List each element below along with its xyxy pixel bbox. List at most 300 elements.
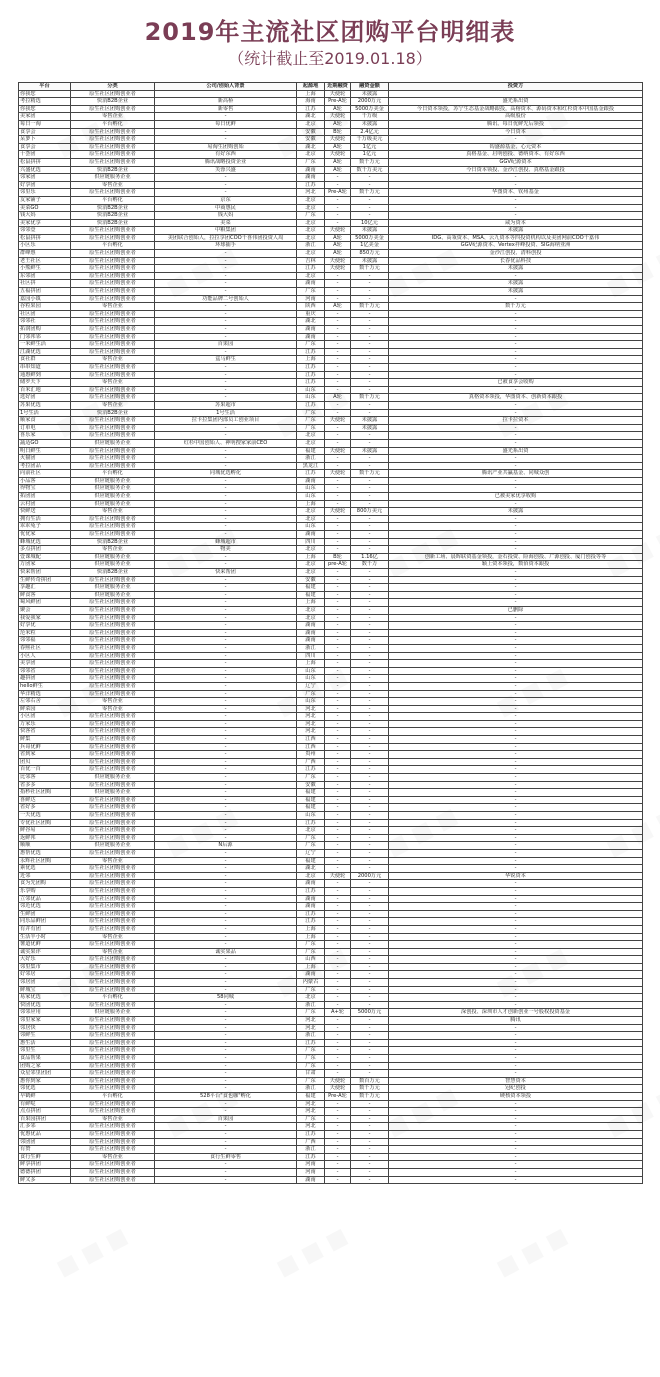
cell-investors: - xyxy=(389,432,643,440)
cell-investors: - xyxy=(389,1024,643,1032)
cell-background: 百果园 xyxy=(155,1115,297,1123)
cell-platform: 邻优选 xyxy=(19,1085,71,1093)
cell-category: 原生社区团购创业者 xyxy=(71,1123,155,1131)
cell-category: 原生社区团购创业者 xyxy=(71,432,155,440)
cell-amount: - xyxy=(351,493,389,501)
cell-round: - xyxy=(325,569,351,577)
cell-origin: 河北 xyxy=(297,189,325,197)
cell-category: 零售企业 xyxy=(71,508,155,516)
cell-origin: 山东 xyxy=(297,493,325,501)
cell-platform: 得物宝 xyxy=(19,485,71,493)
cell-round: - xyxy=(325,766,351,774)
cell-background: - xyxy=(155,379,297,387)
cell-round: - xyxy=(325,538,351,546)
cell-platform: 社区拼 xyxy=(19,280,71,288)
cell-background: - xyxy=(155,500,297,508)
cell-amount: - xyxy=(351,591,389,599)
cell-amount: - xyxy=(351,1146,389,1154)
cell-round: - xyxy=(325,819,351,827)
cell-category: 原生社区团购创业者 xyxy=(71,1032,155,1040)
cell-platform: 门邻邦邻 xyxy=(19,333,71,341)
cell-investors: - xyxy=(389,918,643,926)
table-row xyxy=(19,956,643,964)
table-row xyxy=(19,584,643,592)
cell-amount: 未披露 xyxy=(351,417,389,425)
cell-origin: 山东 xyxy=(297,698,325,706)
cell-platform: 十荟团 xyxy=(19,151,71,159)
cell-platform: 拓团团 xyxy=(19,493,71,501)
table-row xyxy=(19,523,643,531)
cell-category: 平台孵化 xyxy=(71,994,155,1002)
cell-platform: 春熙社区 xyxy=(19,644,71,652)
cell-amount: - xyxy=(351,1108,389,1116)
cell-origin: 北京 xyxy=(297,234,325,242)
cell-category: 原生社区团购创业者 xyxy=(71,667,155,675)
cell-category: 原生社区团购创业者 xyxy=(71,417,155,425)
cell-background: 蜂城超市 xyxy=(155,538,297,546)
cell-platform: 邻里集市 xyxy=(19,963,71,971)
table-row xyxy=(19,90,643,98)
cell-round: - xyxy=(325,523,351,531)
cell-round: 天使轮 xyxy=(325,417,351,425)
cell-background: - xyxy=(155,326,297,334)
cell-amount: - xyxy=(351,1176,389,1184)
cell-investors: GGV纪源资本、Vertex祥峰投资、SIG海纳亚洲 xyxy=(389,242,643,250)
cell-amount: - xyxy=(351,637,389,645)
cell-origin: 贵州 xyxy=(297,751,325,759)
table-row xyxy=(19,1123,643,1131)
cell-platform: 食享会 xyxy=(19,128,71,136)
cell-platform: 邻家团 xyxy=(19,174,71,182)
cell-category: 原生社区团购创业者 xyxy=(71,515,155,523)
cell-round: Pre-A轮 xyxy=(325,189,351,197)
table-body xyxy=(19,90,643,1184)
cell-origin: 河北 xyxy=(297,1024,325,1032)
cell-amount: - xyxy=(351,576,389,584)
table-row xyxy=(19,1146,643,1154)
cell-amount: 数千万元 xyxy=(351,265,389,273)
cell-origin: 广东 xyxy=(297,341,325,349)
cell-category: 原生社区团购创业者 xyxy=(71,136,155,144)
cell-round: - xyxy=(325,272,351,280)
cell-platform: 一米鲜生活 xyxy=(19,341,71,349)
cell-background: - xyxy=(155,455,297,463)
cell-amount: 千万级美元 xyxy=(351,136,389,144)
cell-platform: 百优一百 xyxy=(19,766,71,774)
cell-round: - xyxy=(325,386,351,394)
cell-platform: 鲜食客 xyxy=(19,591,71,599)
cell-round: - xyxy=(325,576,351,584)
cell-category: 供应链服务企业 xyxy=(71,561,155,569)
cell-category: 供应链服务企业 xyxy=(71,500,155,508)
cell-amount: 2.4亿元 xyxy=(351,128,389,136)
cell-category: 原生社区团购创业者 xyxy=(71,90,155,98)
cell-investors: - xyxy=(389,1168,643,1176)
cell-category: 原生社区团购创业者 xyxy=(71,910,155,918)
table-row xyxy=(19,181,643,189)
cell-category: 原生社区团购创业者 xyxy=(71,925,155,933)
cell-background: - xyxy=(155,857,297,865)
cell-amount: - xyxy=(351,812,389,820)
table-row xyxy=(19,455,643,463)
cell-background: - xyxy=(155,652,297,660)
cell-origin: 浙江 xyxy=(297,644,325,652)
cell-category: 原生社区团购创业者 xyxy=(71,720,155,728)
cell-origin: 广东 xyxy=(297,158,325,166)
cell-round: - xyxy=(325,751,351,759)
cell-platform: 订单电 xyxy=(19,424,71,432)
cell-platform: 团贝 xyxy=(19,758,71,766)
cell-category: 零售企业 xyxy=(71,857,155,865)
table-row xyxy=(19,713,643,721)
table-row xyxy=(19,265,643,273)
cell-category: 原生社区团购创业者 xyxy=(71,758,155,766)
cell-round: - xyxy=(325,455,351,463)
cell-origin: 安徽 xyxy=(297,128,325,136)
cell-investors: - xyxy=(389,994,643,1002)
cell-investors: - xyxy=(389,409,643,417)
table-row xyxy=(19,819,643,827)
cell-category: 原生社区团购创业者 xyxy=(71,363,155,371)
cell-origin: 福建 xyxy=(297,584,325,592)
cell-origin: 湖南 xyxy=(297,622,325,630)
cell-amount: - xyxy=(351,941,389,949)
cell-category: 原生社区团购创业者 xyxy=(71,1077,155,1085)
cell-origin: 江苏 xyxy=(297,348,325,356)
cell-background: - xyxy=(155,515,297,523)
cell-platform: 社区团 xyxy=(19,310,71,318)
cell-category: 原生社区团购创业者 xyxy=(71,637,155,645)
cell-platform: 兵哥优鲜 xyxy=(19,743,71,751)
cell-background: 同城优选孵化 xyxy=(155,470,297,478)
cell-round: - xyxy=(325,796,351,804)
table-row xyxy=(19,546,643,554)
cell-platform: 松鼠拼拼 xyxy=(19,234,71,242)
cell-amount: 未披露 xyxy=(351,227,389,235)
cell-amount: - xyxy=(351,705,389,713)
cell-investors: 今日资本领投、金沙江创投、真格基金跟投 xyxy=(389,166,643,174)
cell-round: 天使轮 xyxy=(325,447,351,455)
cell-background: 有好东西 xyxy=(155,151,297,159)
cell-category: 零售企业 xyxy=(71,401,155,409)
cell-investors: - xyxy=(389,675,643,683)
cell-platform: 优惠优品 xyxy=(19,1130,71,1138)
table-row xyxy=(19,614,643,622)
cell-investors: - xyxy=(389,667,643,675)
cell-platform: 鲜谷易 xyxy=(19,827,71,835)
cell-investors: - xyxy=(389,569,643,577)
cell-round: - xyxy=(325,348,351,356)
cell-amount: - xyxy=(351,644,389,652)
table-row xyxy=(19,781,643,789)
cell-category: 原生社区团购创业者 xyxy=(71,1047,155,1055)
cell-amount: 未披露 xyxy=(351,257,389,265)
cell-round: - xyxy=(325,500,351,508)
cell-origin: 江苏 xyxy=(297,766,325,774)
cell-amount: - xyxy=(351,887,389,895)
cell-origin: 吉林 xyxy=(297,257,325,265)
cell-origin: 河北 xyxy=(297,713,325,721)
table-row xyxy=(19,462,643,470)
cell-category: 原生社区团购创业者 xyxy=(71,781,155,789)
table-row xyxy=(19,174,643,182)
cell-amount: - xyxy=(351,1062,389,1070)
cell-background: - xyxy=(155,629,297,637)
cell-background: - xyxy=(155,872,297,880)
cell-round: A轮 xyxy=(325,166,351,174)
table-row xyxy=(19,637,643,645)
header-investors: 投资方 xyxy=(389,83,643,91)
cell-platform: 左邻右舍 xyxy=(19,698,71,706)
cell-amount: - xyxy=(351,774,389,782)
cell-amount: - xyxy=(351,743,389,751)
cell-background: - xyxy=(155,918,297,926)
table-row xyxy=(19,963,643,971)
cell-round: - xyxy=(325,994,351,1002)
cell-background: 百果园 xyxy=(155,341,297,349)
cell-platform: 考拉精选 xyxy=(19,98,71,106)
cell-amount: - xyxy=(351,804,389,812)
cell-investors: - xyxy=(389,720,643,728)
cell-category: 快消B2B企业 xyxy=(71,204,155,212)
cell-round: - xyxy=(325,1047,351,1055)
cell-investors: - xyxy=(389,956,643,964)
cell-category: 原生社区团购创业者 xyxy=(71,288,155,296)
cell-round: - xyxy=(325,462,351,470)
cell-amount: - xyxy=(351,956,389,964)
cell-background: - xyxy=(155,789,297,797)
cell-round: A轮 xyxy=(325,105,351,113)
cell-category: 供应链服务企业 xyxy=(71,439,155,447)
cell-background: 新高桥 xyxy=(155,98,297,106)
cell-background: - xyxy=(155,887,297,895)
table-row xyxy=(19,477,643,485)
table-row xyxy=(19,493,643,501)
cell-platform: 万团家 xyxy=(19,561,71,569)
cell-investors: - xyxy=(389,728,643,736)
cell-origin: 广东 xyxy=(297,288,325,296)
cell-category: 零售企业 xyxy=(71,698,155,706)
cell-amount: - xyxy=(351,333,389,341)
cell-investors: - xyxy=(389,1108,643,1116)
cell-platform: 邻居快 xyxy=(19,1024,71,1032)
cell-amount: - xyxy=(351,1017,389,1025)
cell-amount: 5000万元 xyxy=(351,1009,389,1017)
cell-background: - xyxy=(155,508,297,516)
cell-round: - xyxy=(325,827,351,835)
cell-round: - xyxy=(325,318,351,326)
cell-category: 原生社区团购创业者 xyxy=(71,1138,155,1146)
cell-platform: 生鲜传奇拼团 xyxy=(19,576,71,584)
cell-amount: 2000万元 xyxy=(351,872,389,880)
cell-background: 功能品牌二号创始人 xyxy=(155,295,297,303)
cell-investors: 腾讯产业共赢基金、同城众创 xyxy=(389,470,643,478)
cell-investors: - xyxy=(389,796,643,804)
cell-background: - xyxy=(155,1062,297,1070)
cell-origin: 山东 xyxy=(297,667,325,675)
cell-origin: 上海 xyxy=(297,553,325,561)
cell-investors xyxy=(389,90,643,98)
cell-background: - xyxy=(155,584,297,592)
cell-amount: - xyxy=(351,720,389,728)
cell-amount: - xyxy=(351,1070,389,1078)
cell-origin: 江西 xyxy=(297,743,325,751)
cell-round: - xyxy=(325,857,351,865)
cell-background: - xyxy=(155,667,297,675)
cell-round: 天使轮 xyxy=(325,257,351,265)
cell-investors: - xyxy=(389,766,643,774)
cell-background: 钱大妈 xyxy=(155,212,297,220)
table-row xyxy=(19,227,643,235)
cell-origin: 江苏 xyxy=(297,910,325,918)
table-row xyxy=(19,690,643,698)
cell-platform: 乖乖兔子 xyxy=(19,523,71,531)
cell-category: 原生社区团购创业者 xyxy=(71,827,155,835)
cell-platform: 德德拼团 xyxy=(19,1168,71,1176)
cell-round: - xyxy=(325,895,351,903)
cell-round: - xyxy=(325,781,351,789)
cell-category: 原生社区团购创业者 xyxy=(71,736,155,744)
cell-category: 原生社区团购创业者 xyxy=(71,971,155,979)
cell-background: - xyxy=(155,743,297,751)
cell-investors: - xyxy=(389,174,643,182)
cell-category: 快消B2B企业 xyxy=(71,219,155,227)
table-row xyxy=(19,341,643,349)
cell-round: A轮 xyxy=(325,250,351,258)
cell-amount: 千万级 xyxy=(351,113,389,121)
cell-platform: 点点拼团 xyxy=(19,1108,71,1116)
cell-amount: - xyxy=(351,903,389,911)
cell-background: - xyxy=(155,333,297,341)
cell-investors: 高级股份 xyxy=(389,113,643,121)
cell-background: - xyxy=(155,1070,297,1078)
cell-round: - xyxy=(325,493,351,501)
cell-background: - xyxy=(155,728,297,736)
table-row xyxy=(19,1047,643,1055)
cell-background: - xyxy=(155,174,297,182)
cell-background: - xyxy=(155,705,297,713)
cell-amount: - xyxy=(351,538,389,546)
cell-category: 原生社区团购创业者 xyxy=(71,887,155,895)
cell-investors: - xyxy=(389,531,643,539)
cell-background: - xyxy=(155,310,297,318)
cell-investors: 未披露 xyxy=(389,288,643,296)
cell-category: 供应链服务企业 xyxy=(71,842,155,850)
cell-platform: 邻里家家 xyxy=(19,1017,71,1025)
cell-amount: - xyxy=(351,963,389,971)
cell-investors: - xyxy=(389,1047,643,1055)
cell-platform: 小区团 xyxy=(19,713,71,721)
cell-origin: 湖南 xyxy=(297,333,325,341)
cell-category: 原生社区团购创业者 xyxy=(71,462,155,470)
cell-amount: 未披露 xyxy=(351,90,389,98)
cell-amount: - xyxy=(351,849,389,857)
cell-platform: 你我您 xyxy=(19,90,71,98)
cell-amount: - xyxy=(351,485,389,493)
cell-platform: 比邻客 xyxy=(19,774,71,782)
cell-round: - xyxy=(325,546,351,554)
cell-round: - xyxy=(325,310,351,318)
cell-amount: - xyxy=(351,439,389,447)
cell-round: - xyxy=(325,439,351,447)
table-row xyxy=(19,553,643,561)
cell-investors: - xyxy=(389,895,643,903)
cell-investors: - xyxy=(389,1176,643,1184)
cell-background: 新零售 xyxy=(155,105,297,113)
cell-platform: 易家优选 xyxy=(19,994,71,1002)
cell-background: 物美 xyxy=(155,546,297,554)
header-category: 分类 xyxy=(71,83,155,91)
cell-background: - xyxy=(155,394,297,402)
cell-category: 原生社区团购创业者 xyxy=(71,880,155,888)
table-row xyxy=(19,348,643,356)
table-row xyxy=(19,872,643,880)
cell-investors: - xyxy=(389,1055,643,1063)
table-row xyxy=(19,1092,643,1100)
cell-origin: 北京 xyxy=(297,827,325,835)
cell-platform: 每日一淘 xyxy=(19,120,71,128)
cell-platform: 同乐品鲜团 xyxy=(19,918,71,926)
table-row xyxy=(19,979,643,987)
cell-investors: 未披露 xyxy=(389,227,643,235)
cell-round: - xyxy=(325,432,351,440)
cell-round: - xyxy=(325,705,351,713)
cell-background: - xyxy=(155,751,297,759)
cell-round: - xyxy=(325,1130,351,1138)
cell-round: - xyxy=(325,887,351,895)
cell-investors: GGV纪源资本 xyxy=(389,158,643,166)
cell-category: 零售企业 xyxy=(71,356,155,364)
table-header-row xyxy=(19,83,643,91)
cell-background: - xyxy=(155,371,297,379)
table-row xyxy=(19,857,643,865)
table-row xyxy=(19,903,643,911)
cell-amount: 数千万元 xyxy=(351,189,389,197)
cell-background: - xyxy=(155,136,297,144)
cell-platform: 范米粒 xyxy=(19,629,71,637)
cell-round: - xyxy=(325,485,351,493)
table-row xyxy=(19,644,643,652)
table-row xyxy=(19,386,643,394)
cell-platform: 喜鲜达 xyxy=(19,796,71,804)
cell-round: - xyxy=(325,477,351,485)
cell-investors: - xyxy=(389,546,643,554)
table-row xyxy=(19,401,643,409)
cell-amount: - xyxy=(351,834,389,842)
cell-amount: - xyxy=(351,204,389,212)
cell-category: 原生社区团购创业者 xyxy=(71,849,155,857)
cell-round: pre-A轮 xyxy=(325,561,351,569)
cell-round: - xyxy=(325,941,351,949)
table-row xyxy=(19,136,643,144)
cell-amount: 850万元 xyxy=(351,250,389,258)
cell-background: - xyxy=(155,523,297,531)
cell-platform: 江湖优选 xyxy=(19,348,71,356)
table-row xyxy=(19,622,643,630)
cell-round: - xyxy=(325,986,351,994)
cell-round: - xyxy=(325,1108,351,1116)
cell-background: - xyxy=(155,1176,297,1184)
cell-amount: - xyxy=(351,629,389,637)
cell-round: - xyxy=(325,758,351,766)
cell-background: 诚实果品 xyxy=(155,948,297,956)
cell-background: - xyxy=(155,720,297,728)
cell-category: 原生社区团购创业者 xyxy=(71,1108,155,1116)
cell-investors: - xyxy=(389,523,643,531)
cell-amount: - xyxy=(351,455,389,463)
cell-background: - xyxy=(155,941,297,949)
cell-category: 零售企业 xyxy=(71,948,155,956)
